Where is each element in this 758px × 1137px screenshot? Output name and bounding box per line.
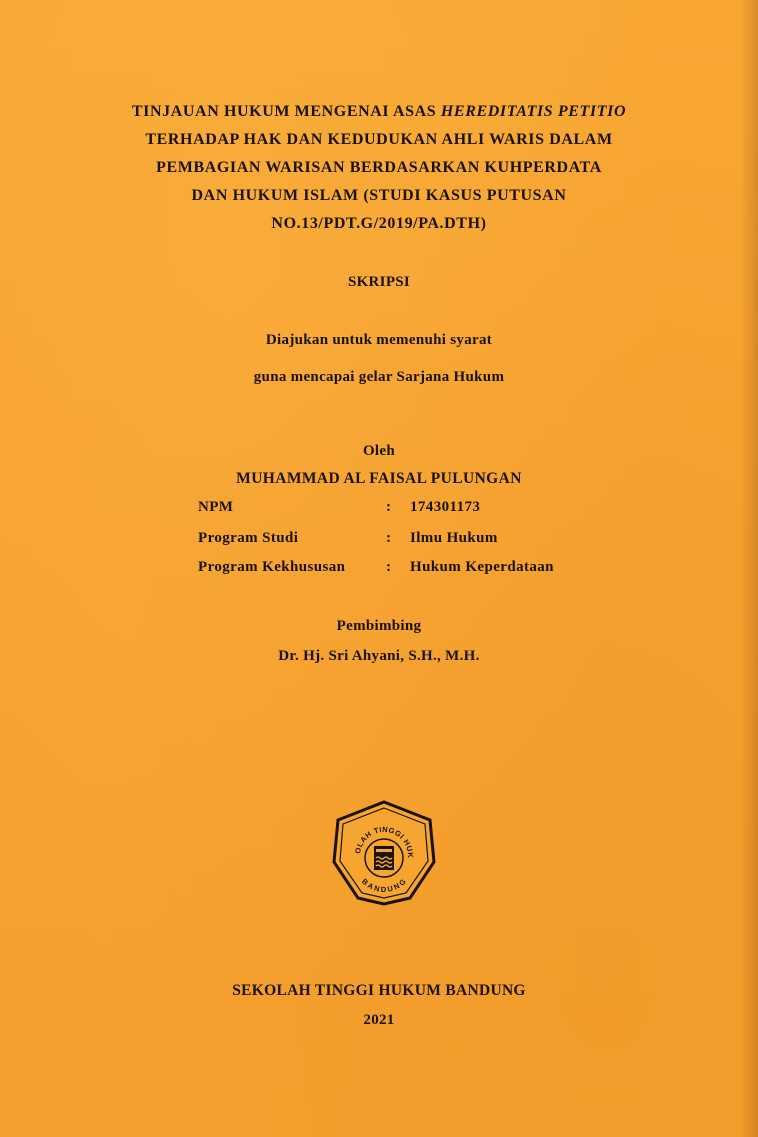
- title-line-3: PEMBAGIAN WARISAN BERDASARKAN KUHPERDATA: [156, 159, 602, 176]
- info-label: NPM: [198, 499, 234, 515]
- author-name: MUHAMMAD AL FAISAL PULUNGAN: [236, 470, 522, 487]
- info-label: Program Kekhususan: [198, 559, 346, 575]
- title-line-1-text: TINJAUAN HUKUM MENGENAI ASAS: [131, 103, 441, 120]
- institution-name: SEKOLAH TINGGI HUKUM BANDUNG: [232, 982, 526, 999]
- title-line-1: [0, 98, 758, 126]
- info-separator: :: [386, 499, 392, 515]
- title-line-5: NO.13/PDT.G/2019/PA.DTH): [271, 215, 487, 232]
- info-value: Hukum Keperdataan: [410, 559, 554, 575]
- info-row-program-kekhususan: [198, 559, 618, 581]
- title-line-4: DAN HUKUM ISLAM (STUDI KASUS PUTUSAN: [191, 187, 567, 204]
- info-value: 174301173: [410, 499, 481, 515]
- document-type: SKRIPSI: [347, 274, 411, 290]
- supervisor-name: Dr. Hj. Sri Ahyani, S.H., M.H.: [278, 648, 480, 664]
- supervisor-label: Pembimbing: [336, 618, 422, 634]
- title-line-2: TERHADAP HAK DAN KEDUDUKAN AHLI WARIS DALAM: [145, 131, 613, 148]
- purpose-line-1: Diajukan untuk memenuhi syarat: [265, 332, 493, 348]
- info-value: Ilmu Hukum: [410, 530, 498, 546]
- info-separator: :: [386, 530, 392, 546]
- thesis-title: [0, 98, 758, 238]
- seal-text-bottom: BANDUNG: [359, 876, 409, 895]
- title-line-1-italic: HEREDITATIS PETITIO: [440, 103, 627, 120]
- seal-text-top: OLAH TINGGI HUK: [353, 824, 416, 859]
- institution-seal-icon: [330, 800, 438, 908]
- by-label: Oleh: [362, 443, 396, 459]
- info-label: Program Studi: [198, 530, 299, 546]
- year: 2021: [363, 1012, 395, 1028]
- info-row-npm: [198, 499, 618, 521]
- info-separator: :: [386, 559, 392, 575]
- purpose-line-2: guna mencapai gelar Sarjana Hukum: [253, 369, 505, 385]
- info-row-program-studi: [198, 530, 618, 552]
